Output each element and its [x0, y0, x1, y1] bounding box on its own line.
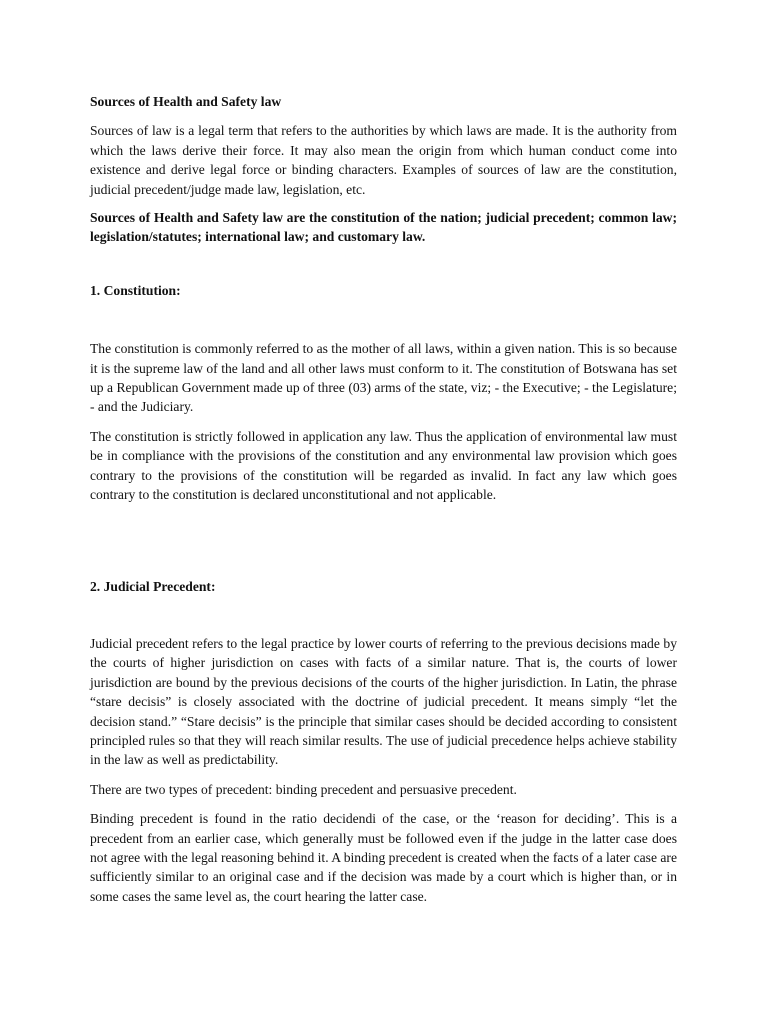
document-title: Sources of Health and Safety law: [90, 94, 282, 109]
constitution-paragraph-2: The constitution is strictly followed in application any law. Thus the application of environmental law must be in compliance with the provisions of the constitution and any environmental law provision which goes contrary to the provisions of the constitution will be regarded as invalid. In fact any law which goes contrary to the constitution is declared unconstitutional and not applicable.: [90, 428, 677, 503]
judicial-precedent-paragraph-3: Binding precedent is found in the ratio decidendi of the case, or the ‘reason for deciding’. This is a precedent from an earlier case, which generally must be followed even if the judge in the latter case does not agree with the legal reasoning behind it. A binding precedent is created when the facts of a later case are sufficiently similar to an original case and if the decision was made by a court which is higher than, or in some cases the same level as, the court hearing the latter case.: [90, 811, 677, 904]
judicial-precedent-paragraph-1: Judicial precedent refers to the legal practice by lower courts of referring to the previous decisions made by the courts of higher jurisdiction on cases with facts of a similar nature. That is, the courts of lower jurisdiction are bound by the previous decisions of the courts of the higher jurisdiction. In Latin, the phrase “stare decisis” is closely associated with the doctrine of judicial precedent. It means simply “let the decision stand.” “Stare decisis” is the principle that similar cases should be decided according to consistent principled rules so that they will reach similar results. The use of judicial precedence helps achieve stability in the law as well as predictability.: [90, 635, 677, 768]
intro-paragraph: Sources of law is a legal term that refers to the authorities by which laws are made. It is the authority from which the laws derive their force. It may also mean the origin from which human conduct come into existence and derive legal force or binding characters. Examples of sources of law are the constitution, judicial precedent/judge made law, legislation, etc.: [90, 123, 677, 197]
document-page: [90, 92, 677, 906]
section-heading-judicial-precedent: 2. Judicial Precedent:: [90, 578, 216, 594]
section-heading-constitution: 1. Constitution:: [90, 282, 181, 298]
constitution-paragraph-1: The constitution is commonly referred to as the mother of all laws, within a given nation. This is so because it is the supreme law of the land and all other laws must conform to it. The constitution of Botswana has set up a Republican Government made up of three (03) arms of the state, viz; - the Executive; - the Legislature; - and the Judiciary.: [90, 341, 677, 415]
sources-summary: Sources of Health and Safety law are the constitution of the nation; judicial precedent; common law; legislation/statutes; international law; and customary law.: [90, 210, 677, 245]
judicial-precedent-paragraph-2: There are two types of precedent: binding precedent and persuasive precedent.: [90, 781, 517, 797]
